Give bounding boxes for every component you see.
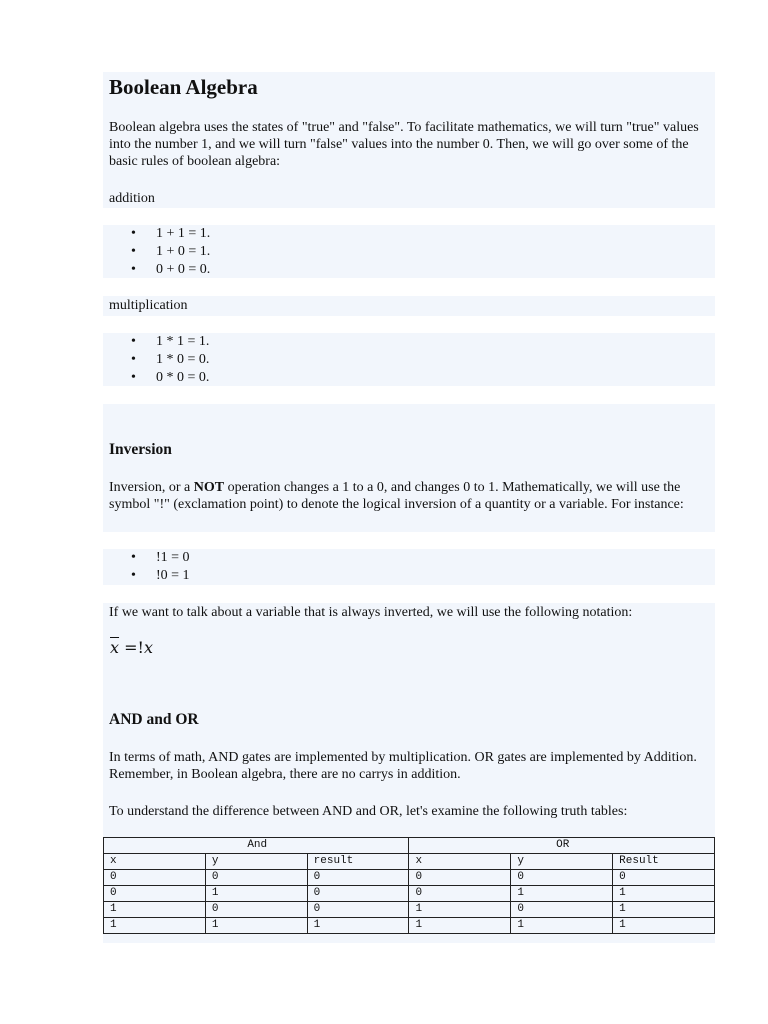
table-cell: 1 xyxy=(205,918,307,934)
table-cell: 0 xyxy=(613,870,715,886)
table-cell: 0 xyxy=(307,870,409,886)
inversion-text-prefix: Inversion, or a xyxy=(109,480,194,495)
table-cell: 1 xyxy=(409,902,511,918)
table-cell: 1 xyxy=(511,918,613,934)
inversion-paragraph xyxy=(109,479,713,513)
addition-label: addition xyxy=(109,191,155,206)
table-cell: 1 xyxy=(613,886,715,902)
column-header: y xyxy=(511,854,613,870)
table-cell: 0 xyxy=(307,902,409,918)
table-cell: 1 xyxy=(511,886,613,902)
list-item: • 0 * 0 = 0. xyxy=(109,369,209,387)
inversion-notation-formula xyxy=(110,638,153,657)
table-cell: 1 xyxy=(613,902,715,918)
truth-table-intro: To understand the difference between AND and OR, let's examine the following truth tables: xyxy=(109,804,628,819)
list-item: • !0 = 1 xyxy=(109,567,190,585)
equals-not-operator: =! xyxy=(119,638,144,657)
table-cell: 0 xyxy=(104,886,206,902)
table-cell: 0 xyxy=(104,870,206,886)
table-cell: 0 xyxy=(205,902,307,918)
table-row xyxy=(104,918,715,934)
page-title: Boolean Algebra xyxy=(109,75,258,99)
truth-table xyxy=(103,837,715,934)
list-item: • 1 + 0 = 1. xyxy=(109,243,210,261)
addition-list xyxy=(109,225,210,279)
notation-intro: If we want to talk about a variable that is always inverted, we will use the following notation: xyxy=(109,605,633,620)
x-bar-variable: $\overline{x}$ xyxy=(110,638,120,657)
x-variable: x xyxy=(143,638,153,657)
table-cell: 1 xyxy=(613,918,715,934)
table-row xyxy=(104,870,715,886)
table-cell: 0 xyxy=(307,886,409,902)
table-cell: 1 xyxy=(409,918,511,934)
column-header: y xyxy=(205,854,307,870)
list-item: • 1 * 1 = 1. xyxy=(109,333,209,351)
and-or-paragraph: In terms of math, AND gates are implemented by multiplication. OR gates are implemented by Addition. Remember, in Boolean algebra, there are no carrys in addition. xyxy=(109,750,697,782)
list-item: • 1 * 0 = 0. xyxy=(109,351,209,369)
table-cell: 0 xyxy=(409,870,511,886)
table-row xyxy=(104,886,715,902)
table-cell: 0 xyxy=(511,870,613,886)
and-group-header: And xyxy=(104,838,409,854)
column-header: x xyxy=(104,854,206,870)
multiplication-list xyxy=(109,333,209,387)
column-header: Result xyxy=(613,854,715,870)
table-cell: 0 xyxy=(511,902,613,918)
or-group-header: OR xyxy=(409,838,715,854)
table-cell: 1 xyxy=(205,886,307,902)
table-cell: 0 xyxy=(205,870,307,886)
table-cell: 0 xyxy=(409,886,511,902)
list-item: • 1 + 1 = 1. xyxy=(109,225,210,243)
not-keyword: NOT xyxy=(193,480,225,495)
table-cell: 1 xyxy=(307,918,409,934)
inversion-heading: Inversion xyxy=(109,441,172,458)
column-header: x xyxy=(409,854,511,870)
table-group-row xyxy=(104,838,715,854)
table-cell: 1 xyxy=(104,918,206,934)
column-header: result xyxy=(307,854,409,870)
table-row xyxy=(104,902,715,918)
inversion-text-suffix: operation changes a 1 to a 0, and changes 0 to 1. Mathematically, we will use the symbol "!" (exclamation point) to denote the logical inversion of a quantity or a variable. For instance: xyxy=(109,480,684,512)
list-item: • !1 = 0 xyxy=(109,549,190,567)
and-or-heading: AND and OR xyxy=(109,711,199,728)
table-cell: 1 xyxy=(104,902,206,918)
table-header-row xyxy=(104,854,715,870)
multiplication-label: multiplication xyxy=(109,298,188,313)
list-band xyxy=(103,549,715,585)
inversion-list xyxy=(109,549,190,585)
list-item: • 0 + 0 = 0. xyxy=(109,261,210,279)
intro-paragraph: Boolean algebra uses the states of "true" and "false". To facilitate mathematics, we will turn "true" values into the number 1, and we will turn "false" values into the number 0. Then, we will go over some of the basic rules of boolean algebra: xyxy=(109,120,699,169)
